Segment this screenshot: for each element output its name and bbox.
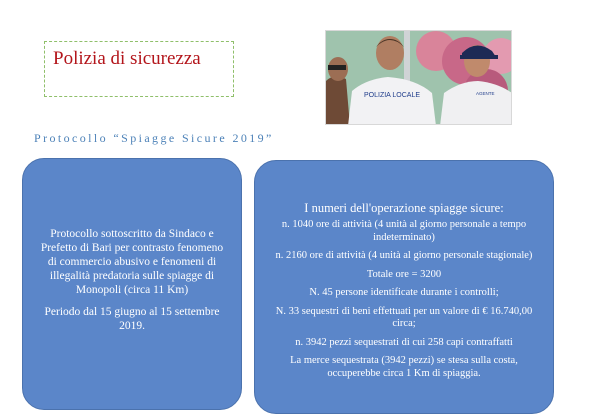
stat-item: N. 33 sequestri di beni effettuati per un valore di € 16.740,00 circa; (275, 305, 533, 329)
operation-stats-panel (254, 160, 554, 414)
cap-label: AGENTE (476, 91, 495, 96)
stat-item: N. 45 persone identificate durante i controlli; (309, 287, 499, 298)
stat-item: Totale ore = 3200 (366, 268, 442, 280)
stats-heading: I numeri dell'operazione spiagge sicure: (304, 201, 504, 215)
stat-item: n. 2160 ore di attività (4 unità al giorno personale stagionale) (275, 250, 533, 261)
stat-item: n. 3942 pezzi sequestrati di cui 258 capi contraffatti (295, 336, 513, 348)
protocol-info-panel (22, 158, 242, 410)
protocol-period: Periodo dal 15 giugno al 15 settembre 2019. (44, 306, 220, 332)
stat-item: n. 1040 ore di attività (4 unità al giorno personale a tempo indeterminato) (281, 219, 527, 243)
police-officers-photo (325, 30, 512, 125)
title-box (44, 41, 234, 97)
protocol-subtitle: Protocollo “Spiagge Sicure 2019” (34, 131, 274, 145)
protocol-description: Protocollo sottoscritto da Sindaco e Prefetto di Bari per contrasto fenomeno di commercio abusivo e fenomeni di illegalità predatoria sulle spiagge di Monopoli (circa 11 Km) (40, 228, 224, 296)
vest-label: POLIZIA LOCALE (364, 92, 421, 99)
page-title: Polizia di sicurezza (53, 48, 201, 69)
police-officers-illustration (326, 31, 512, 125)
stat-item: La merce sequestrata (3942 pezzi) se stesa sulla costa, occuperebbe circa 1 Km di spiaggia. (290, 355, 518, 379)
